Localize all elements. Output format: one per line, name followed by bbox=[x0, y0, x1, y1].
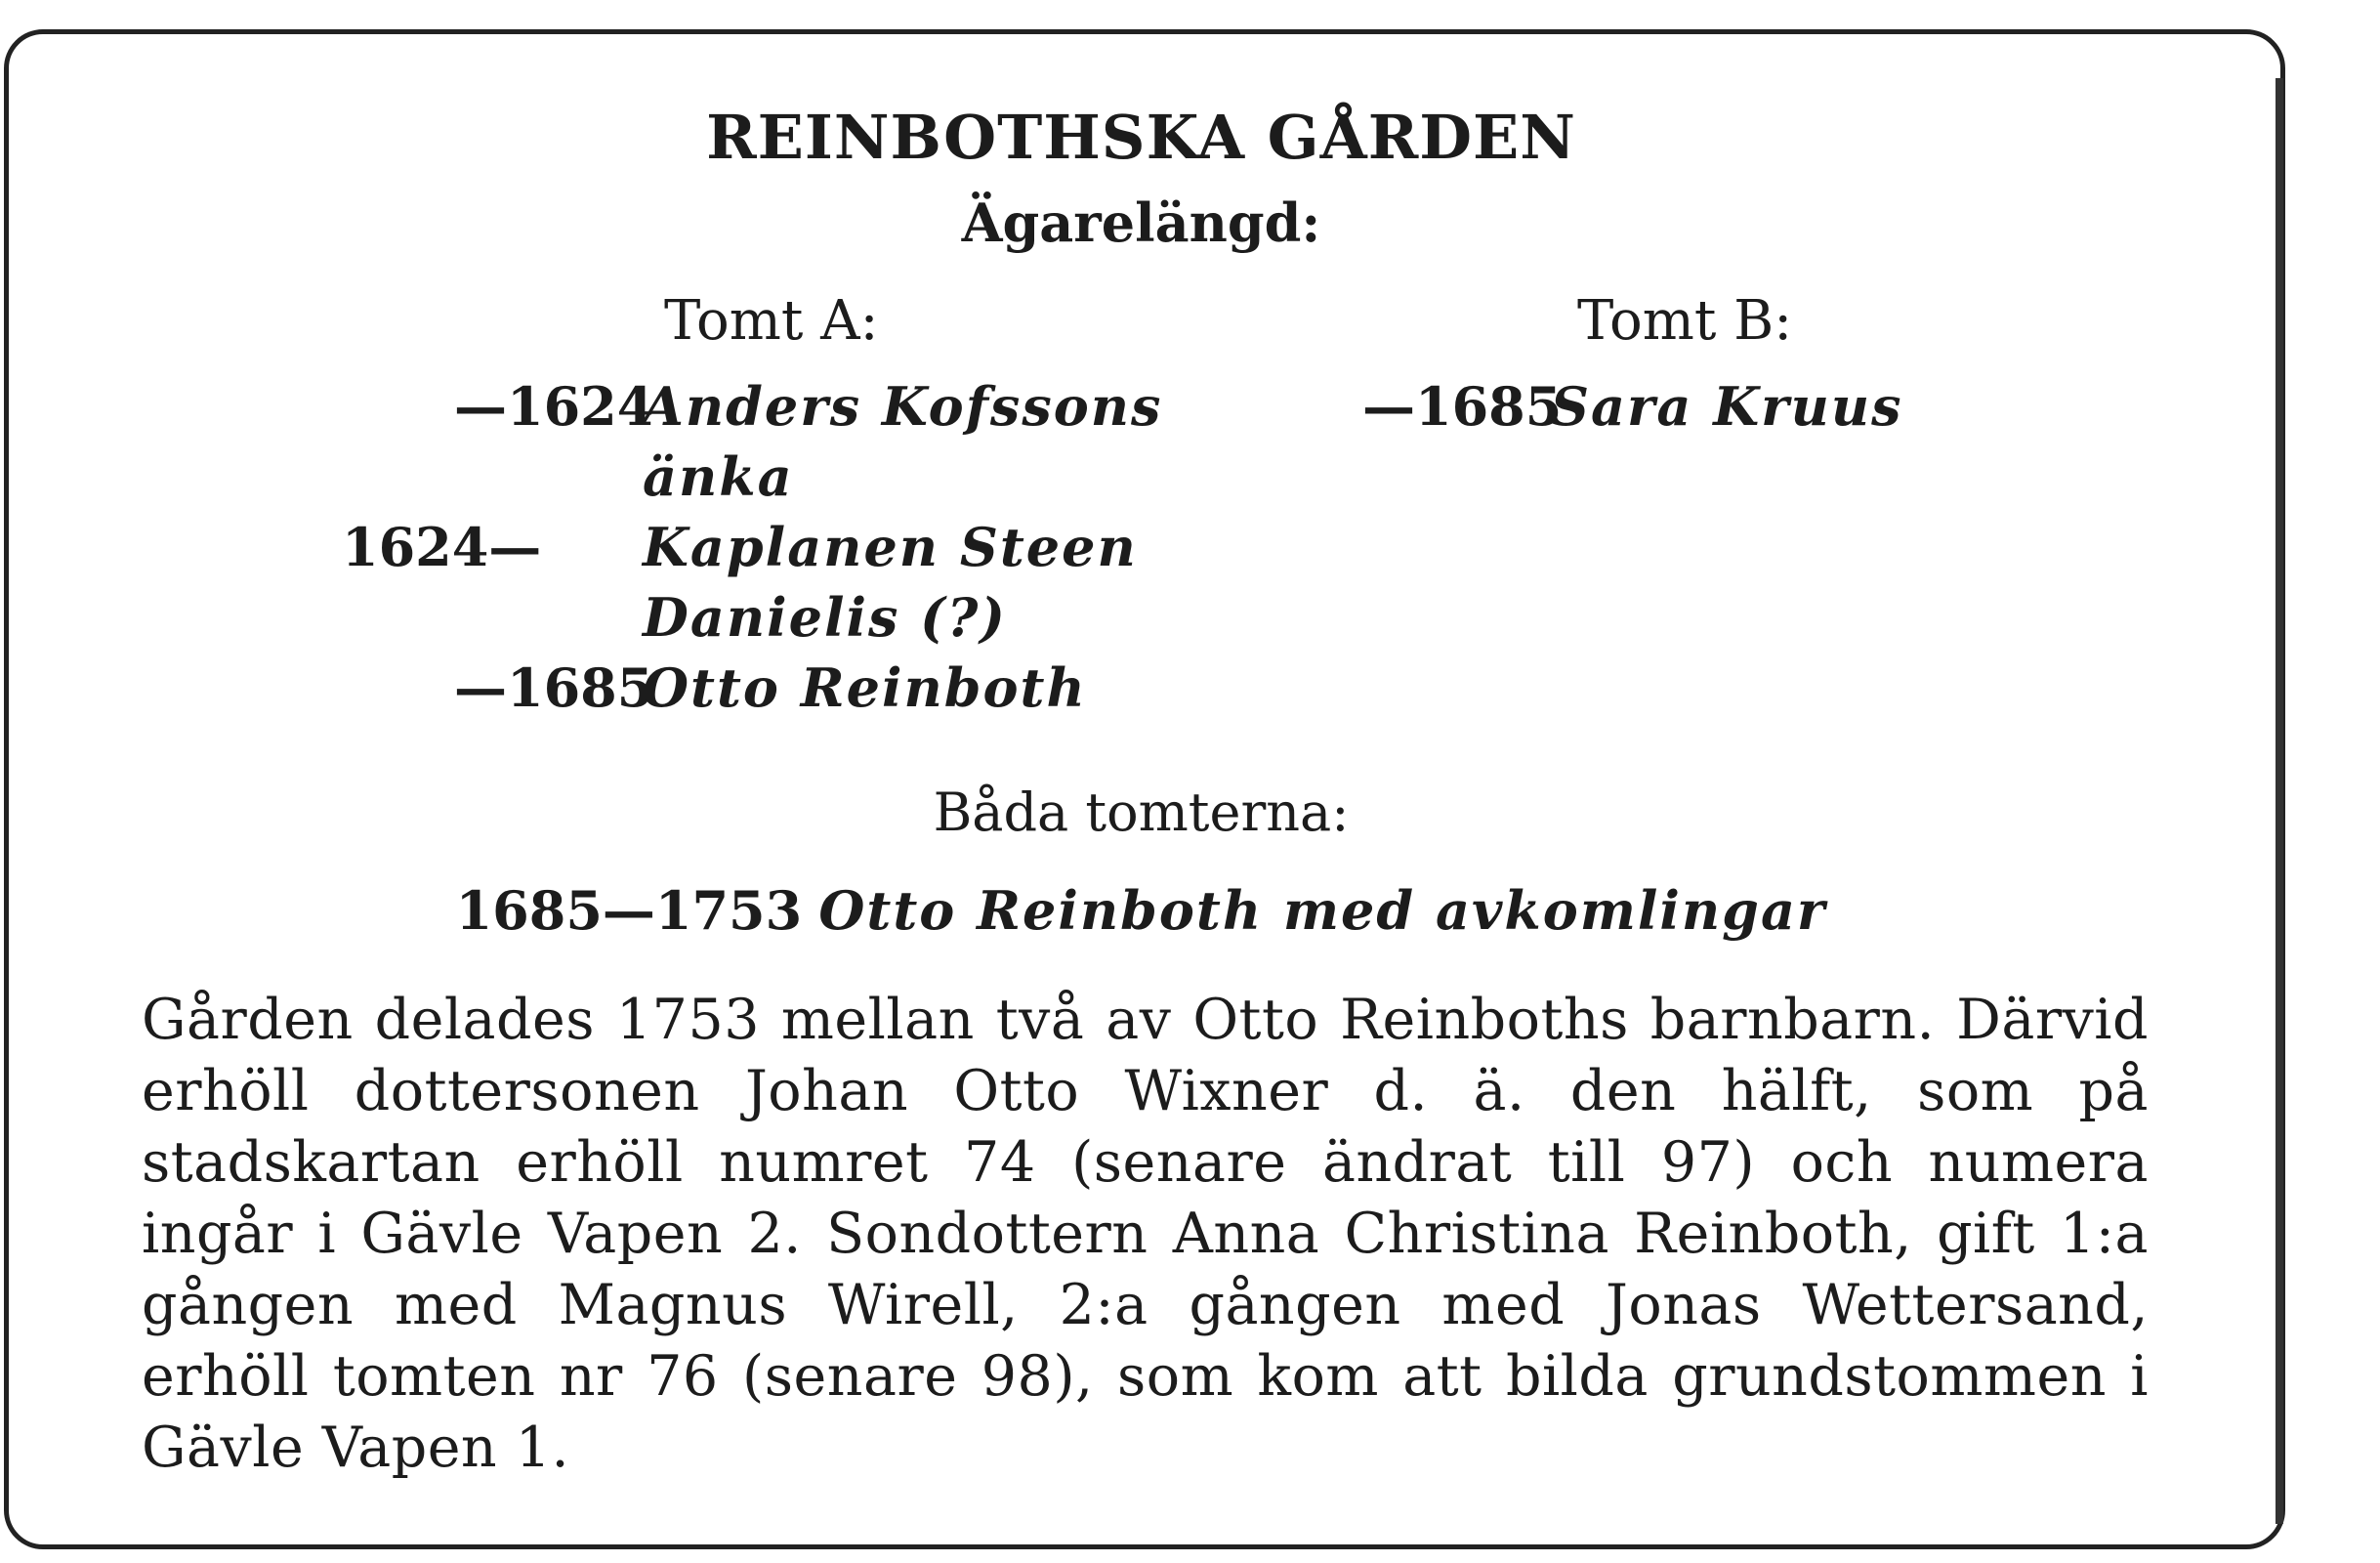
document-subtitle: Ägarelängd: bbox=[961, 191, 1321, 254]
tomt-b-entry-1-date: —1685 bbox=[1362, 375, 1563, 438]
history-paragraph: Gården delades 1753 mellan två av Otto Reinboths barnbarn. Därvid erhöll dottersonen Johan Otto Wixner d. ä. den hälft, som på stadskartan erhöll numret 74 (senare ändrat till 97) och numera ingår i Gävle Vapen 2. Sondottern Anna Christina Reinboth, gift 1:a gången med Magnus Wirell, 2:a gången med Jonas Wettersand, erhöll tomten nr 76 (senare 98), som kom att bilda grundstommen i Gävle Vapen 1. bbox=[142, 988, 2149, 1480]
tomt-b-heading: Tomt B: bbox=[1577, 289, 1793, 353]
both-lots-entry bbox=[0, 879, 2282, 942]
both-lots-name: Otto Reinboth med avkomlingar bbox=[818, 879, 1827, 942]
tomt-a-entry-3-name-line-1: Otto Reinboth bbox=[643, 656, 1087, 719]
document-title: REINBOTHSKA GÅRDEN bbox=[706, 102, 1576, 173]
tomt-a-entry-2-name-line-1: Kaplanen Steen bbox=[643, 516, 1138, 578]
tomt-a-entry-1-name-line-2: änka bbox=[643, 445, 794, 508]
tomt-a-entry-2-date: 1624— bbox=[342, 516, 542, 578]
tomt-a-entry-1-name-line-1: Anders Kofssons bbox=[643, 375, 1163, 438]
tomt-a-entry-3-date: —1685 bbox=[454, 656, 654, 719]
both-lots-heading: Båda tomterna: bbox=[933, 782, 1350, 843]
both-lots-date: 1685—1753 bbox=[455, 879, 803, 942]
tomt-a-entry-2-name-line-2: Danielis (?) bbox=[643, 586, 1007, 649]
tomt-a-entry-1-date: —1624 bbox=[454, 375, 654, 438]
tomt-a-heading: Tomt A: bbox=[664, 289, 879, 353]
tomt-b-entry-1-name: Sara Kruus bbox=[1551, 375, 1903, 438]
